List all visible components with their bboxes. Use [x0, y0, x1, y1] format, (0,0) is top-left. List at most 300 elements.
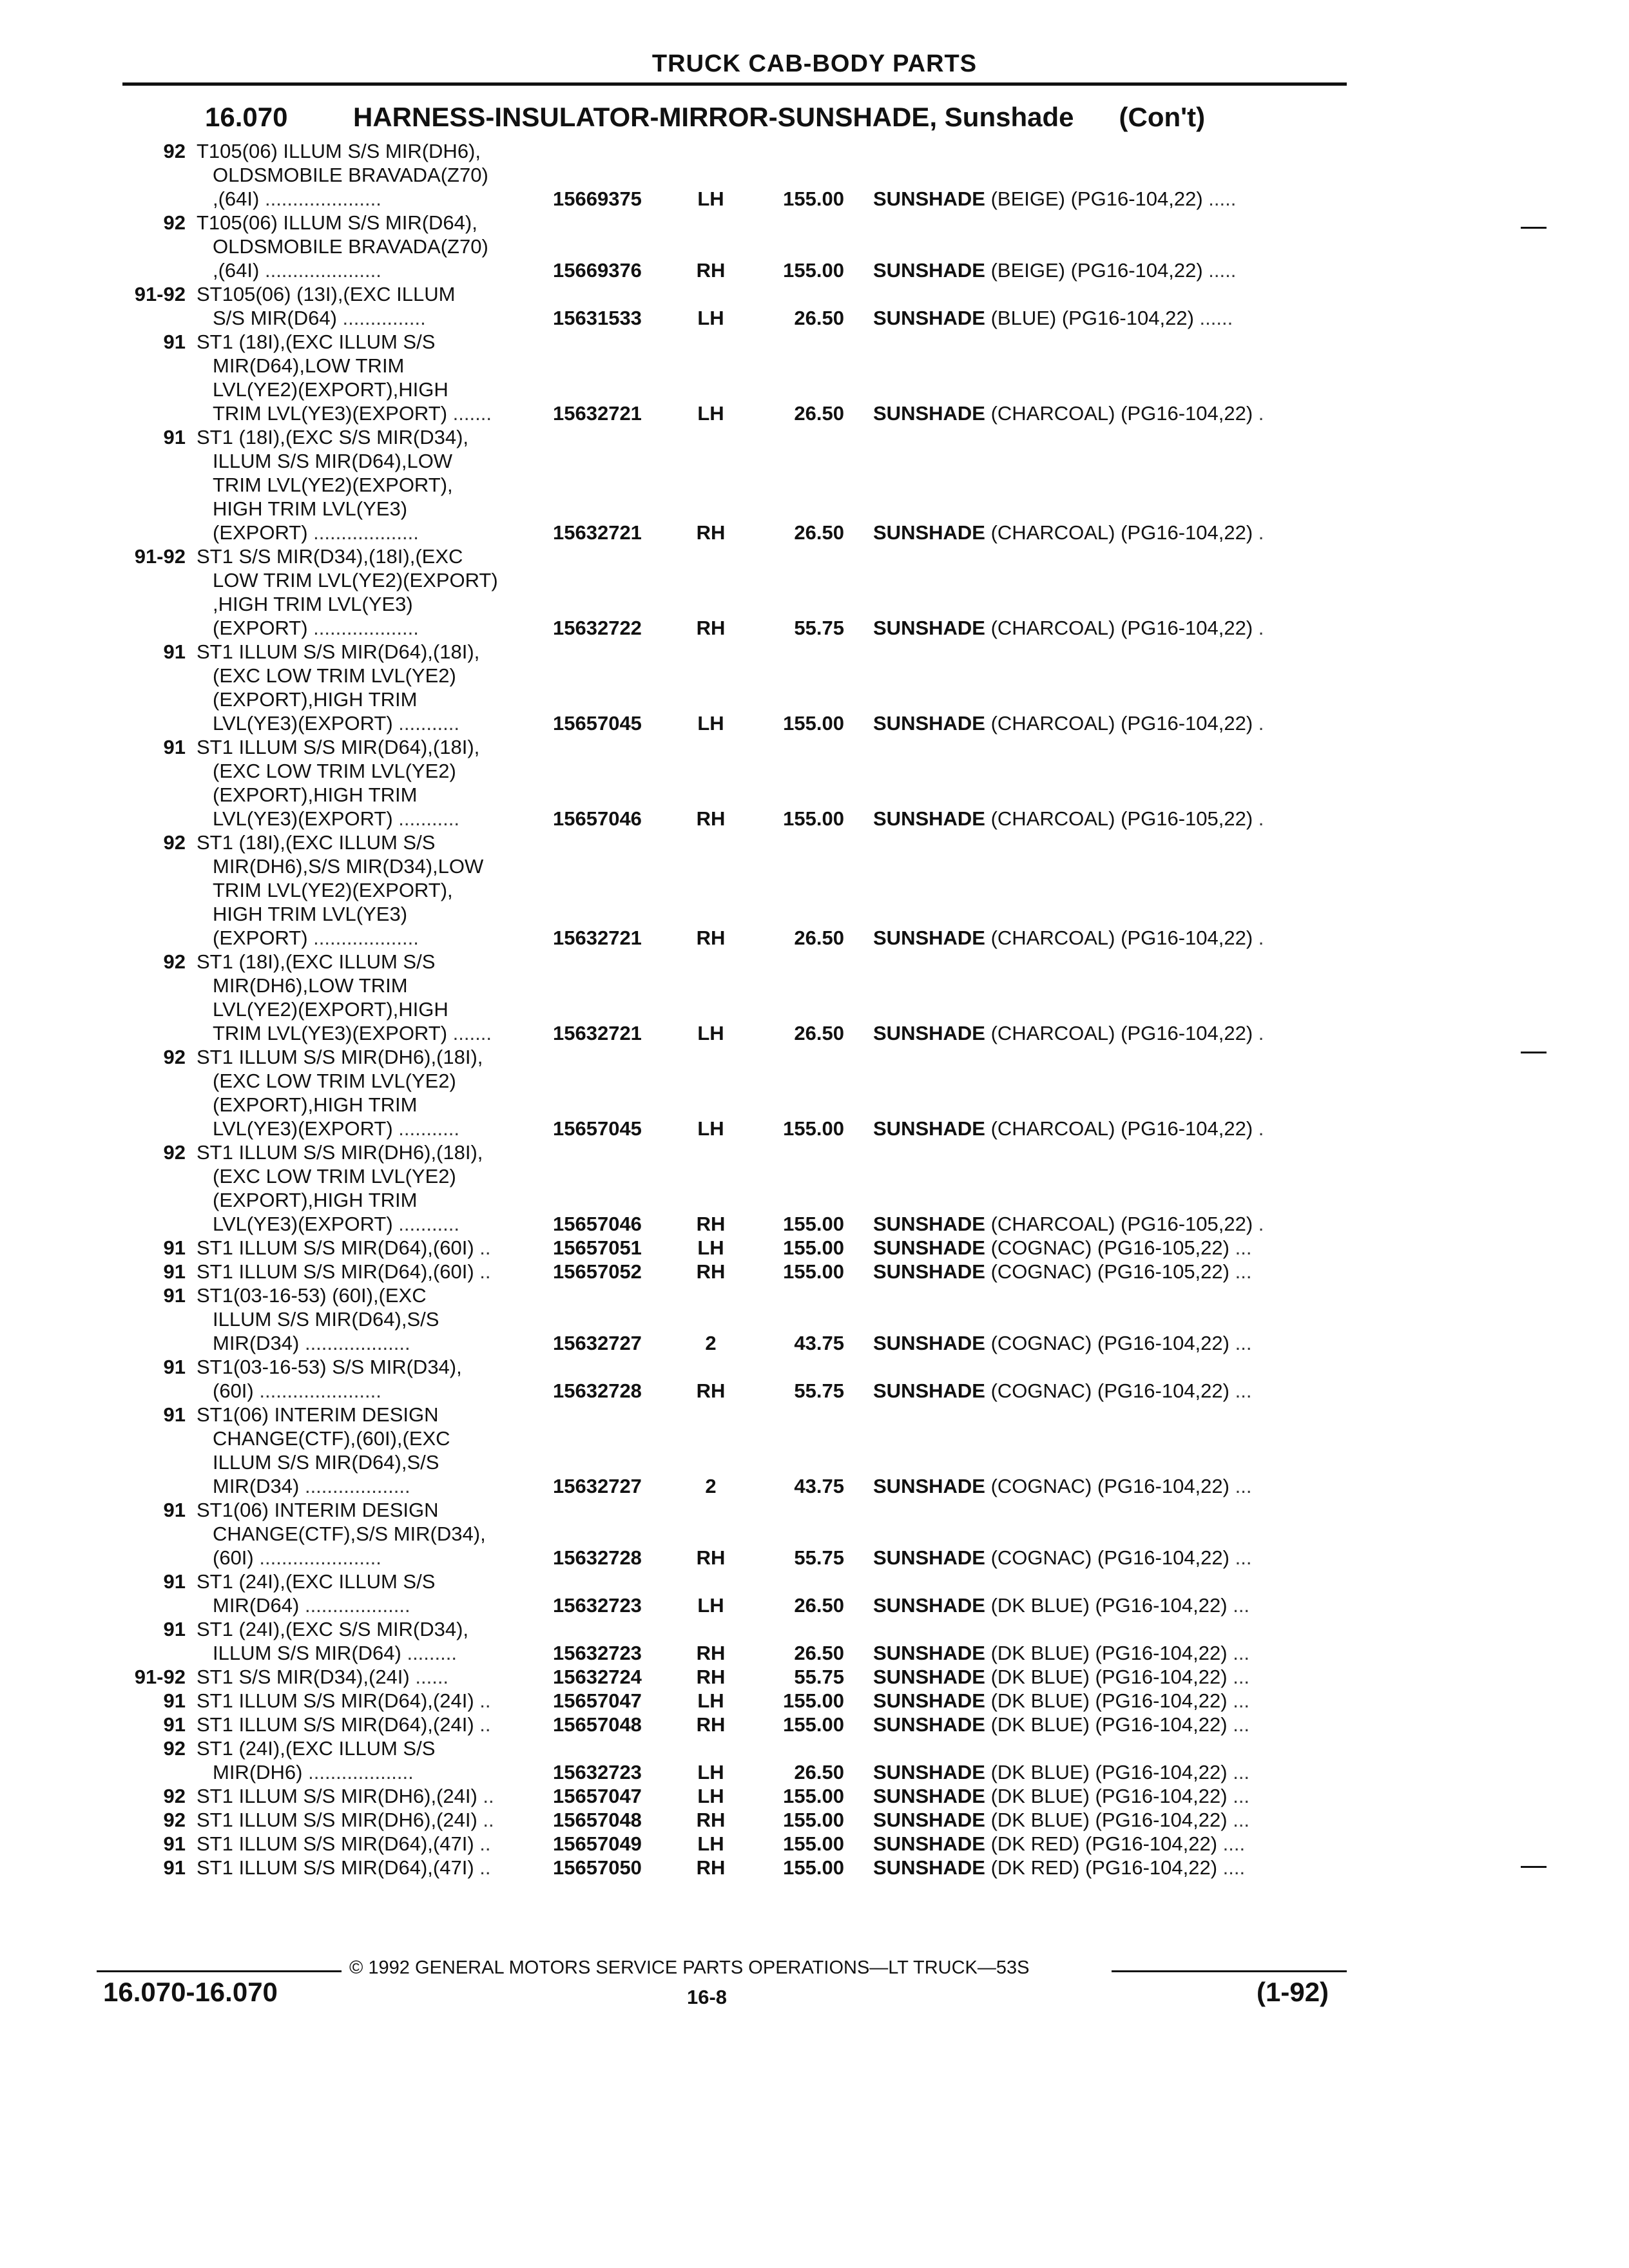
price: 55.75: [794, 617, 844, 639]
usage-text-line: LOW TRIM LVL(YE2)(EXPORT): [213, 569, 498, 591]
entry-line: [0, 1760, 1629, 1784]
model-year: 92: [163, 1785, 186, 1807]
part-entry: [0, 1045, 1629, 1140]
part-name: SUNSHADE: [873, 402, 985, 425]
entry-line: [0, 711, 1629, 735]
page-range: 16.070-16.070: [103, 1977, 278, 2007]
price: 155.00: [783, 1832, 844, 1855]
usage-text-line: (EXPORT),HIGH TRIM: [213, 688, 418, 711]
page-header: TRUCK CAB-BODY PARTS: [651, 50, 978, 77]
part-name: SUNSHADE: [873, 1546, 985, 1569]
trailing-dots: .: [1258, 1213, 1264, 1235]
description: [873, 1117, 1264, 1140]
usage-text-line: ILLUM S/S MIR(D64),S/S: [213, 1308, 439, 1331]
usage-text-line: S/S MIR(D64): [213, 307, 337, 329]
usage-text: [197, 1570, 435, 1593]
usage-text: [213, 1379, 381, 1403]
usage-text: [213, 902, 407, 926]
part-name: SUNSHADE: [873, 1594, 985, 1617]
usage-text: [197, 1403, 439, 1427]
usage-text-line: ST1 ILLUM S/S MIR(D64),(24I): [197, 1689, 474, 1712]
part-detail: (COGNAC) (PG16-104,22): [990, 1546, 1229, 1569]
part-number: 15669375: [553, 187, 642, 210]
trailing-dots: ...: [1235, 1260, 1252, 1283]
trailing-dots: ...: [1233, 1785, 1250, 1807]
part-entry: [0, 1617, 1629, 1665]
entry-line: [0, 282, 1629, 306]
usage-text: [197, 330, 435, 354]
description: [873, 1331, 1251, 1355]
part-entry: [0, 1403, 1629, 1498]
usage-text-line: MIR(D64),LOW TRIM: [213, 354, 405, 377]
part-number: 15657046: [553, 1213, 642, 1235]
side-code: RH: [696, 1260, 726, 1283]
dot-leader: ...................: [302, 1761, 414, 1783]
dot-leader: ..: [474, 1260, 491, 1283]
usage-text-line: ,HIGH TRIM LVL(YE3): [213, 593, 413, 615]
copyright-text: © 1992 GENERAL MOTORS SERVICE PARTS OPERATIONS—LT TRUCK—53S: [349, 1957, 1030, 1978]
usage-text-line: TRIM LVL(YE3)(EXPORT): [213, 1022, 448, 1044]
part-detail: (DK BLUE) (PG16-104,22): [990, 1809, 1228, 1831]
usage-text: [213, 1760, 414, 1784]
price: 55.75: [794, 1666, 844, 1688]
dot-leader: ......................: [253, 1546, 381, 1569]
trailing-dots: .: [1258, 521, 1264, 544]
part-number: 15657047: [553, 1689, 642, 1712]
entry-line: [0, 950, 1629, 974]
entry-line: [0, 807, 1629, 831]
entry-line: [0, 1617, 1629, 1641]
usage-text: [213, 997, 448, 1021]
entry-line: [0, 1212, 1629, 1236]
usage-text: [197, 1498, 439, 1522]
usage-text-line: ST1 ILLUM S/S MIR(DH6),(18I),: [197, 1046, 483, 1068]
part-detail: (DK BLUE) (PG16-104,22): [990, 1713, 1228, 1736]
dot-leader: ......: [409, 1666, 449, 1688]
entry-line: [0, 1140, 1629, 1164]
part-number: 15657045: [553, 1117, 642, 1140]
part-entry: [0, 1665, 1629, 1689]
part-number: 15631533: [553, 307, 642, 329]
part-name: SUNSHADE: [873, 1856, 985, 1879]
description: [873, 1784, 1249, 1808]
part-number: 15632721: [553, 1022, 642, 1044]
side-code: RH: [696, 1856, 726, 1879]
part-detail: (CHARCOAL) (PG16-105,22): [990, 807, 1253, 830]
usage-text: [213, 235, 488, 258]
trailing-dots: ...: [1235, 1379, 1252, 1402]
part-entry: [0, 544, 1629, 640]
part-entry: [0, 1260, 1629, 1283]
price: 155.00: [783, 807, 844, 830]
page-date: (1-92): [1257, 1977, 1329, 2007]
part-entry: [0, 640, 1629, 735]
price: 26.50: [794, 927, 844, 949]
price: 155.00: [783, 1236, 844, 1259]
usage-text: [213, 616, 419, 640]
part-detail: (CHARCOAL) (PG16-104,22): [990, 927, 1253, 949]
entry-line: [0, 1784, 1629, 1808]
section-name: HARNESS-INSULATOR-MIRROR-SUNSHADE, Sunshade: [353, 102, 1074, 132]
part-name: SUNSHADE: [873, 927, 985, 949]
dot-leader: ...................: [299, 1594, 410, 1617]
trailing-dots: ...: [1235, 1332, 1252, 1354]
usage-text-line: ,(64I): [213, 187, 260, 210]
model-year: 92: [163, 1737, 186, 1760]
usage-text: [197, 1665, 448, 1689]
usage-text: [197, 1283, 427, 1307]
part-entry: [0, 211, 1629, 282]
usage-text: [213, 759, 456, 783]
price: 26.50: [794, 521, 844, 544]
model-year: 91: [163, 331, 186, 353]
description: [873, 1546, 1251, 1570]
usage-text: [213, 1212, 459, 1236]
part-entry: [0, 139, 1629, 211]
usage-text-line: ILLUM S/S MIR(D64),LOW: [213, 450, 453, 472]
entry-line: [0, 664, 1629, 687]
usage-text: [197, 139, 481, 163]
usage-text: [197, 831, 435, 854]
usage-text-line: LVL(YE2)(EXPORT),HIGH: [213, 378, 448, 401]
part-entry: [0, 831, 1629, 950]
usage-text-line: TRIM LVL(YE2)(EXPORT),: [213, 474, 453, 496]
part-number: 15632727: [553, 1332, 642, 1354]
trailing-dots: .: [1258, 927, 1264, 949]
part-detail: (DK RED) (PG16-104,22): [990, 1832, 1218, 1855]
entry-line: [0, 521, 1629, 544]
side-code: LH: [697, 187, 724, 210]
model-year: 91: [163, 1832, 186, 1855]
entry-line: [0, 1021, 1629, 1045]
entry-line: [0, 1522, 1629, 1546]
usage-text: [197, 950, 435, 974]
part-detail: (CHARCOAL) (PG16-104,22): [990, 402, 1253, 425]
part-detail: (COGNAC) (PG16-104,22): [990, 1475, 1229, 1497]
entry-line: [0, 878, 1629, 902]
part-name: SUNSHADE: [873, 1689, 985, 1712]
price: 26.50: [794, 1642, 844, 1664]
trailing-dots: ....: [1222, 1856, 1246, 1879]
part-name: SUNSHADE: [873, 1475, 985, 1497]
dot-leader: ...........: [392, 807, 460, 830]
part-detail: (CHARCOAL) (PG16-104,22): [990, 617, 1253, 639]
entry-line: [0, 1736, 1629, 1760]
part-name: SUNSHADE: [873, 259, 985, 282]
dot-leader: ......................: [253, 1379, 381, 1402]
price: 155.00: [783, 1213, 844, 1235]
usage-text-line: ST1 S/S MIR(D34),(24I): [197, 1666, 410, 1688]
price: 26.50: [794, 402, 844, 425]
part-name: SUNSHADE: [873, 1213, 985, 1235]
part-number: 15657052: [553, 1260, 642, 1283]
usage-text-line: ILLUM S/S MIR(D64): [213, 1642, 401, 1664]
side-code: LH: [697, 712, 724, 735]
trailing-dots: ...: [1235, 1475, 1252, 1497]
dot-leader: ...................: [307, 927, 419, 949]
continued-label: (Con't): [1119, 102, 1206, 132]
description: [873, 1379, 1251, 1403]
description: [873, 1856, 1245, 1879]
part-entry: [0, 282, 1629, 330]
part-entry: [0, 1784, 1629, 1808]
part-detail: (COGNAC) (PG16-105,22): [990, 1260, 1229, 1283]
dot-leader: ...........: [392, 712, 460, 735]
part-detail: (BEIGE) (PG16-104,22): [990, 259, 1203, 282]
usage-text-line: ST105(06) (13I),(EXC ILLUM: [197, 283, 456, 305]
entry-line: [0, 1236, 1629, 1260]
part-name: SUNSHADE: [873, 1761, 985, 1783]
usage-text-line: MIR(D34): [213, 1332, 300, 1354]
part-entry: [0, 1355, 1629, 1403]
usage-text: [213, 1450, 439, 1474]
usage-text-line: ST1 ILLUM S/S MIR(D64),(18I),: [197, 640, 480, 663]
entry-line: [0, 1069, 1629, 1093]
description: [873, 1260, 1251, 1283]
part-entry: [0, 1689, 1629, 1713]
dot-leader: ...................: [307, 521, 419, 544]
part-entry: [0, 425, 1629, 544]
section-title: [205, 102, 1205, 133]
trailing-dots: .: [1258, 617, 1264, 639]
dot-leader: .......: [447, 1022, 492, 1044]
part-detail: (COGNAC) (PG16-104,22): [990, 1332, 1229, 1354]
entry-line: [0, 997, 1629, 1021]
entry-line: [0, 139, 1629, 163]
usage-text: [213, 664, 456, 687]
part-name: SUNSHADE: [873, 807, 985, 830]
side-code: RH: [696, 807, 726, 830]
usage-text-line: LVL(YE3)(EXPORT): [213, 807, 393, 830]
price: 155.00: [783, 187, 844, 210]
usage-text: [213, 187, 381, 211]
part-detail: (DK BLUE) (PG16-104,22): [990, 1761, 1228, 1783]
side-code: LH: [697, 1689, 724, 1712]
dot-leader: .....................: [259, 259, 381, 282]
part-number: 15632723: [553, 1642, 642, 1664]
model-year: 91: [163, 736, 186, 758]
trailing-dots: ....: [1222, 1832, 1246, 1855]
usage-text-line: (60I): [213, 1379, 254, 1402]
usage-text: [213, 378, 448, 401]
usage-text: [213, 306, 426, 330]
entry-line: [0, 1188, 1629, 1212]
entry-line: [0, 449, 1629, 473]
part-number: 15669376: [553, 259, 642, 282]
dot-leader: .........: [401, 1642, 457, 1664]
usage-text: [213, 449, 452, 473]
trailing-dots: .: [1258, 712, 1264, 735]
side-code: 2: [705, 1475, 717, 1497]
entry-line: [0, 1641, 1629, 1665]
usage-text-line: ILLUM S/S MIR(D64),S/S: [213, 1451, 439, 1474]
usage-text-line: MIR(D34): [213, 1475, 300, 1497]
part-number: 15657047: [553, 1785, 642, 1807]
description: [873, 1760, 1249, 1784]
usage-text-line: ST1 (18I),(EXC ILLUM S/S: [197, 950, 436, 973]
usage-text-line: MIR(DH6): [213, 1761, 303, 1783]
usage-text-line: TRIM LVL(YE2)(EXPORT),: [213, 879, 453, 901]
part-detail: (DK BLUE) (PG16-104,22): [990, 1785, 1228, 1807]
usage-text-line: T105(06) ILLUM S/S MIR(DH6),: [197, 140, 481, 162]
description: [873, 926, 1264, 950]
entry-line: [0, 258, 1629, 282]
usage-text: [197, 1045, 483, 1069]
usage-text-line: ST1(03-16-53) (60I),(EXC: [197, 1284, 427, 1307]
model-year: 91: [163, 1356, 186, 1378]
part-number: 15632722: [553, 617, 642, 639]
usage-text-line: ST1 ILLUM S/S MIR(DH6),(24I): [197, 1809, 477, 1831]
part-entry: [0, 1570, 1629, 1617]
usage-text: [213, 1474, 410, 1498]
description: [873, 1665, 1249, 1689]
model-year: 92: [163, 1809, 186, 1831]
usage-text: [197, 1355, 462, 1379]
price: 155.00: [783, 1689, 844, 1712]
part-name: SUNSHADE: [873, 187, 985, 210]
side-code: RH: [696, 617, 726, 639]
description: [873, 306, 1233, 330]
model-year: 91-92: [134, 545, 186, 568]
description: [873, 521, 1264, 544]
part-entry: [0, 1498, 1629, 1570]
price: 155.00: [783, 259, 844, 282]
part-detail: (CHARCOAL) (PG16-104,22): [990, 1117, 1253, 1140]
usage-text: [213, 568, 498, 592]
entry-line: [0, 1307, 1629, 1331]
part-name: SUNSHADE: [873, 1379, 985, 1402]
part-number: 15657051: [553, 1236, 642, 1259]
model-year: 91: [163, 1403, 186, 1426]
side-code: RH: [696, 1809, 726, 1831]
trailing-dots: ...: [1233, 1761, 1250, 1783]
entry-line: [0, 497, 1629, 521]
usage-text: [197, 282, 455, 306]
usage-text-line: T105(06) ILLUM S/S MIR(D64),: [197, 211, 477, 234]
usage-text-line: (EXPORT): [213, 617, 308, 639]
usage-text: [213, 1069, 456, 1093]
description: [873, 1593, 1249, 1617]
usage-text-line: MIR(D64): [213, 1594, 300, 1617]
dot-leader: ..: [477, 1809, 494, 1831]
entry-line: [0, 1283, 1629, 1307]
trailing-dots: .....: [1208, 187, 1237, 210]
usage-text: [197, 640, 479, 664]
usage-text: [197, 1856, 491, 1879]
model-year: 91: [163, 1499, 186, 1521]
usage-text-line: ST1 (18I),(EXC ILLUM S/S: [197, 831, 436, 854]
entry-line: [0, 1832, 1629, 1856]
part-number: 15632723: [553, 1761, 642, 1783]
usage-text-line: MIR(DH6),LOW TRIM: [213, 974, 408, 997]
part-name: SUNSHADE: [873, 1642, 985, 1664]
part-number: 15632728: [553, 1546, 642, 1569]
part-name: SUNSHADE: [873, 1713, 985, 1736]
entry-line: [0, 354, 1629, 378]
description: [873, 711, 1264, 735]
part-detail: (BLUE) (PG16-104,22): [990, 307, 1194, 329]
dot-leader: .....................: [259, 187, 381, 210]
dot-leader: ...................: [307, 617, 419, 639]
page-number: 16-8: [687, 1986, 728, 2008]
dot-leader: ...........: [392, 1117, 460, 1140]
model-year: 92: [163, 1046, 186, 1068]
part-number: 15657050: [553, 1856, 642, 1879]
part-detail: (BEIGE) (PG16-104,22): [990, 187, 1203, 210]
dot-leader: ..: [474, 1236, 491, 1259]
price: 155.00: [783, 1117, 844, 1140]
description: [873, 1236, 1251, 1260]
model-year: 91-92: [134, 1666, 186, 1688]
side-code: RH: [696, 927, 726, 949]
entry-line: [0, 378, 1629, 401]
part-detail: (DK BLUE) (PG16-104,22): [990, 1689, 1228, 1712]
usage-text-line: (EXC LOW TRIM LVL(YE2): [213, 1070, 456, 1092]
usage-text: [197, 425, 468, 449]
entry-line: [0, 640, 1629, 664]
model-year: 91: [163, 1570, 186, 1593]
part-name: SUNSHADE: [873, 521, 985, 544]
part-name: SUNSHADE: [873, 1260, 985, 1283]
usage-text-line: ST1 ILLUM S/S MIR(D64),(60I): [197, 1236, 474, 1259]
part-number: 15657048: [553, 1713, 642, 1736]
trailing-dots: ...: [1235, 1236, 1252, 1259]
usage-text-line: ST1(06) INTERIM DESIGN: [197, 1499, 439, 1521]
entry-line: [0, 163, 1629, 187]
entry-line: [0, 1093, 1629, 1117]
entry-line: [0, 854, 1629, 878]
description: [873, 1212, 1264, 1236]
entry-line: [0, 306, 1629, 330]
entry-line: [0, 1713, 1629, 1736]
part-entry: [0, 735, 1629, 831]
entry-line: [0, 831, 1629, 854]
entry-line: [0, 735, 1629, 759]
usage-text: [213, 1331, 410, 1355]
usage-text-line: LVL(YE3)(EXPORT): [213, 1117, 393, 1140]
entry-line: [0, 1355, 1629, 1379]
footer-line: [97, 1957, 1353, 1983]
dot-leader: ..: [474, 1856, 491, 1879]
usage-text-line: ST1 S/S MIR(D34),(18I),(EXC: [197, 545, 463, 568]
dot-leader: .......: [447, 402, 492, 425]
dot-leader: ..: [474, 1832, 491, 1855]
usage-text-line: (EXPORT),HIGH TRIM: [213, 1189, 418, 1211]
side-code: 2: [705, 1332, 717, 1354]
usage-text-line: ST1 (18I),(EXC ILLUM S/S: [197, 331, 436, 353]
price: 43.75: [794, 1475, 844, 1497]
usage-text: [197, 1140, 483, 1164]
usage-text-line: LVL(YE3)(EXPORT): [213, 1213, 393, 1235]
usage-text: [213, 1117, 459, 1140]
part-entry: [0, 1283, 1629, 1355]
part-entry: [0, 1713, 1629, 1736]
part-number: 15632721: [553, 402, 642, 425]
model-year: 91: [163, 1856, 186, 1879]
usage-text-line: ST1 (24I),(EXC ILLUM S/S: [197, 1737, 436, 1760]
part-detail: (COGNAC) (PG16-104,22): [990, 1379, 1229, 1402]
dot-leader: ...................: [299, 1332, 410, 1354]
usage-text-line: ST1 ILLUM S/S MIR(D64),(18I),: [197, 736, 480, 758]
part-number: 15657045: [553, 712, 642, 735]
entry-line: [0, 1665, 1629, 1689]
usage-text: [213, 163, 488, 187]
trailing-dots: .: [1258, 1022, 1264, 1044]
side-code: LH: [697, 1832, 724, 1855]
usage-text: [213, 592, 413, 616]
part-number: 15632727: [553, 1475, 642, 1497]
part-name: SUNSHADE: [873, 1117, 985, 1140]
